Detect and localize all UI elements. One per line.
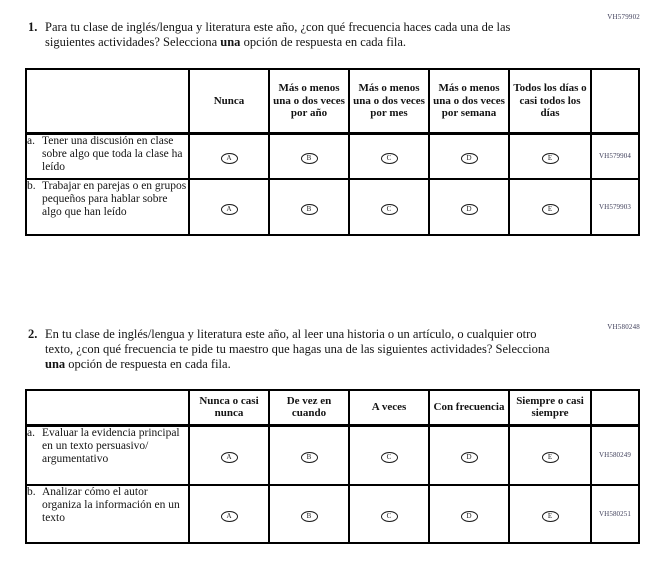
row-id-code: VH579903 — [591, 179, 639, 235]
option-cell — [509, 425, 591, 485]
option-cell — [429, 485, 509, 543]
table-row — [26, 485, 639, 543]
question-1-text-before: Para tu clase de inglés/lengua y literatura este año, ¿con qué frecuencia haces cada una de las siguientes actividades? Selecciona — [45, 20, 511, 49]
option-cell — [429, 179, 509, 235]
question-1-id-code: VH579902 — [607, 13, 640, 21]
column-header-por-ano: Más o menos una o dos veces por año — [269, 69, 349, 133]
row-stem-cell — [26, 179, 189, 235]
row-id-code: VH580251 — [591, 485, 639, 543]
answer-bubble-d[interactable]: D — [461, 153, 478, 164]
answer-bubble-d[interactable]: D — [461, 204, 478, 215]
option-cell — [269, 179, 349, 235]
stem-header-cell — [26, 69, 189, 133]
row-letter: b. — [27, 486, 36, 498]
table-row — [26, 133, 639, 179]
answer-bubble-a[interactable]: A — [221, 452, 238, 463]
question-2-response-table — [25, 389, 640, 544]
question-1-number: 1. — [28, 20, 38, 34]
answer-bubble-c[interactable]: C — [381, 153, 398, 164]
option-cell — [349, 485, 429, 543]
option-cell — [509, 179, 591, 235]
row-id-code: VH580249 — [591, 425, 639, 485]
question-1-response-table — [25, 68, 640, 236]
row-id-code: VH579904 — [591, 133, 639, 179]
option-cell — [509, 485, 591, 543]
row-letter: a. — [27, 426, 35, 439]
row-stem-cell — [26, 133, 189, 179]
question-1-text-after: opción de respuesta en cada fila. — [240, 35, 406, 49]
option-cell — [269, 485, 349, 543]
answer-bubble-c[interactable]: C — [381, 204, 398, 215]
question-2-bold-word: una — [45, 357, 66, 371]
question-1 — [28, 0, 560, 50]
option-cell — [429, 133, 509, 179]
answer-bubble-b[interactable]: B — [301, 204, 318, 215]
code-header-cell — [591, 69, 639, 133]
answer-bubble-e[interactable]: E — [542, 204, 559, 215]
table-row — [26, 425, 639, 485]
option-cell — [349, 425, 429, 485]
answer-bubble-b[interactable]: B — [301, 452, 318, 463]
stem-header-cell — [26, 390, 189, 425]
row-stem-cell — [26, 425, 189, 485]
question-2-id-code: VH580248 — [607, 323, 640, 331]
answer-bubble-b[interactable]: B — [301, 511, 318, 522]
question-2-text-after: opción de respuesta en cada fila. — [65, 357, 231, 371]
code-header-cell — [591, 390, 639, 425]
option-cell — [269, 133, 349, 179]
answer-bubble-e[interactable]: E — [542, 511, 559, 522]
column-header-de-vez-en-cuando: De vez en cuando — [269, 390, 349, 425]
answer-bubble-c[interactable]: C — [381, 511, 398, 522]
column-header-por-semana: Más o menos una o dos veces por semana — [429, 69, 509, 133]
column-header-a-veces: A veces — [349, 390, 429, 425]
option-cell — [189, 179, 269, 235]
option-cell — [349, 179, 429, 235]
column-header-siempre-o-casi-siempre: Siempre o casi siempre — [509, 390, 591, 425]
table-header-row — [26, 69, 639, 133]
row-label: Tener una discusión en clase sobre algo que toda la clase ha leído — [42, 134, 183, 173]
answer-bubble-a[interactable]: A — [221, 204, 238, 215]
column-header-nunca: Nunca — [189, 69, 269, 133]
question-2-number: 2. — [28, 327, 38, 341]
question-2-text-before: En tu clase de inglés/lengua y literatura este año, al leer una historia o un artículo, o cualquier otro texto, ¿con qué frecuencia te pide tu maestro que hagas una de las siguientes actividades? Selecciona — [45, 327, 550, 356]
table-row — [26, 179, 639, 235]
row-label: Analizar cómo el autor organiza la información en un texto — [42, 486, 180, 524]
row-letter: b. — [27, 180, 36, 192]
column-header-nunca-o-casi-nunca: Nunca o casi nunca — [189, 390, 269, 425]
row-label: Trabajar en parejas o en grupos pequeños para hablar sobre algo que han leído — [42, 180, 187, 218]
option-cell — [509, 133, 591, 179]
option-cell — [429, 425, 509, 485]
answer-bubble-b[interactable]: B — [301, 153, 318, 164]
option-cell — [269, 425, 349, 485]
answer-bubble-a[interactable]: A — [221, 153, 238, 164]
answer-bubble-d[interactable]: D — [461, 452, 478, 463]
answer-bubble-a[interactable]: A — [221, 511, 238, 522]
column-header-todos-los-dias: Todos los días o casi todos los días — [509, 69, 591, 133]
column-header-con-frecuencia: Con frecuencia — [429, 390, 509, 425]
question-1-bold-word: una — [220, 35, 241, 49]
option-cell — [189, 485, 269, 543]
option-cell — [189, 425, 269, 485]
option-cell — [349, 133, 429, 179]
answer-bubble-e[interactable]: E — [542, 153, 559, 164]
row-letter: a. — [27, 134, 35, 147]
row-label: Evaluar la evidencia principal en un texto persuasivo/ argumentativo — [42, 426, 180, 465]
answer-bubble-c[interactable]: C — [381, 452, 398, 463]
row-stem-cell — [26, 485, 189, 543]
option-cell — [189, 133, 269, 179]
question-2-text — [45, 327, 560, 372]
question-1-text — [45, 20, 560, 50]
question-2 — [28, 327, 560, 372]
table-header-row — [26, 390, 639, 425]
answer-bubble-e[interactable]: E — [542, 452, 559, 463]
column-header-por-mes: Más o menos una o dos veces por mes — [349, 69, 429, 133]
answer-bubble-d[interactable]: D — [461, 511, 478, 522]
